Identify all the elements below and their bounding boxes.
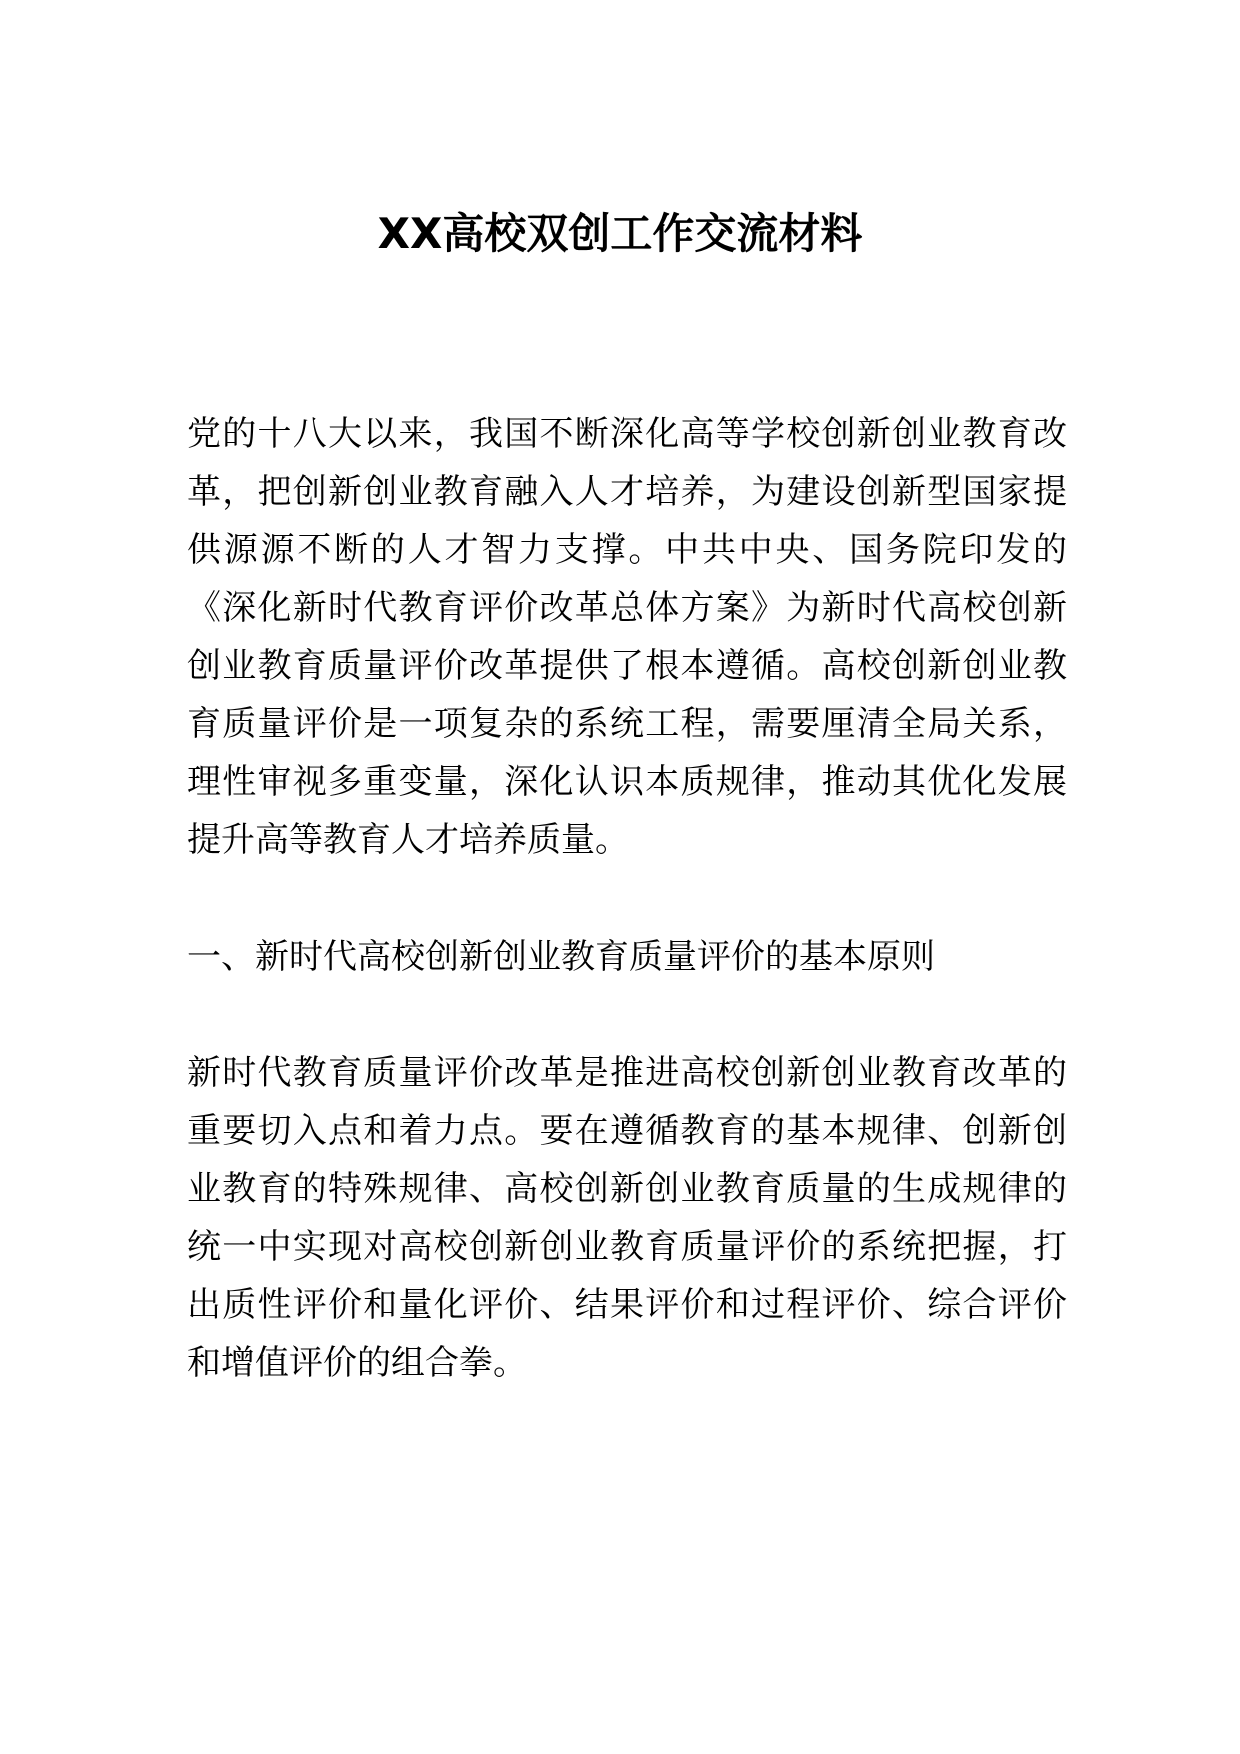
- paragraph-line: 和增值评价的组合拳。: [187, 1343, 527, 1383]
- paragraph-line: 重要切入点和着力点。要在遵循教育的基本规律、创新创: [187, 1111, 1067, 1151]
- paragraph-line: 供源源不断的人才智力支撑。中共中央、国务院印发的: [187, 530, 1067, 570]
- paragraph-line: 提升高等教育人才培养质量。: [187, 820, 629, 860]
- paragraph-line: 《深化新时代教育评价改革总体方案》为新时代高校创新: [187, 588, 1067, 628]
- paragraph-line: 出质性评价和量化评价、结果评价和过程评价、综合评价: [187, 1285, 1067, 1325]
- paragraph-line: 革，把创新创业教育融入人才培养，为建设创新型国家提: [187, 472, 1067, 512]
- section-heading: 一、新时代高校创新创业教育质量评价的基本原则: [187, 937, 935, 977]
- paragraph-line: 统一中实现对高校创新创业教育质量评价的系统把握，打: [187, 1227, 1067, 1267]
- paragraph-line: 新时代教育质量评价改革是推进高校创新创业教育改革的: [187, 1053, 1067, 1093]
- paragraph-line: 党的十八大以来，我国不断深化高等学校创新创业教育改: [187, 414, 1067, 454]
- document-title: XX高校双创工作交流材料: [377, 209, 863, 258]
- paragraph-line: 创业教育质量评价改革提供了根本遵循。高校创新创业教: [187, 646, 1067, 686]
- paragraph-line: 育质量评价是一项复杂的系统工程，需要厘清全局关系，: [187, 704, 1067, 744]
- paragraph-line: 理性审视多重变量，深化认识本质规律，推动其优化发展: [187, 762, 1067, 802]
- paragraph-line: 业教育的特殊规律、高校创新创业教育质量的生成规律的: [187, 1169, 1067, 1209]
